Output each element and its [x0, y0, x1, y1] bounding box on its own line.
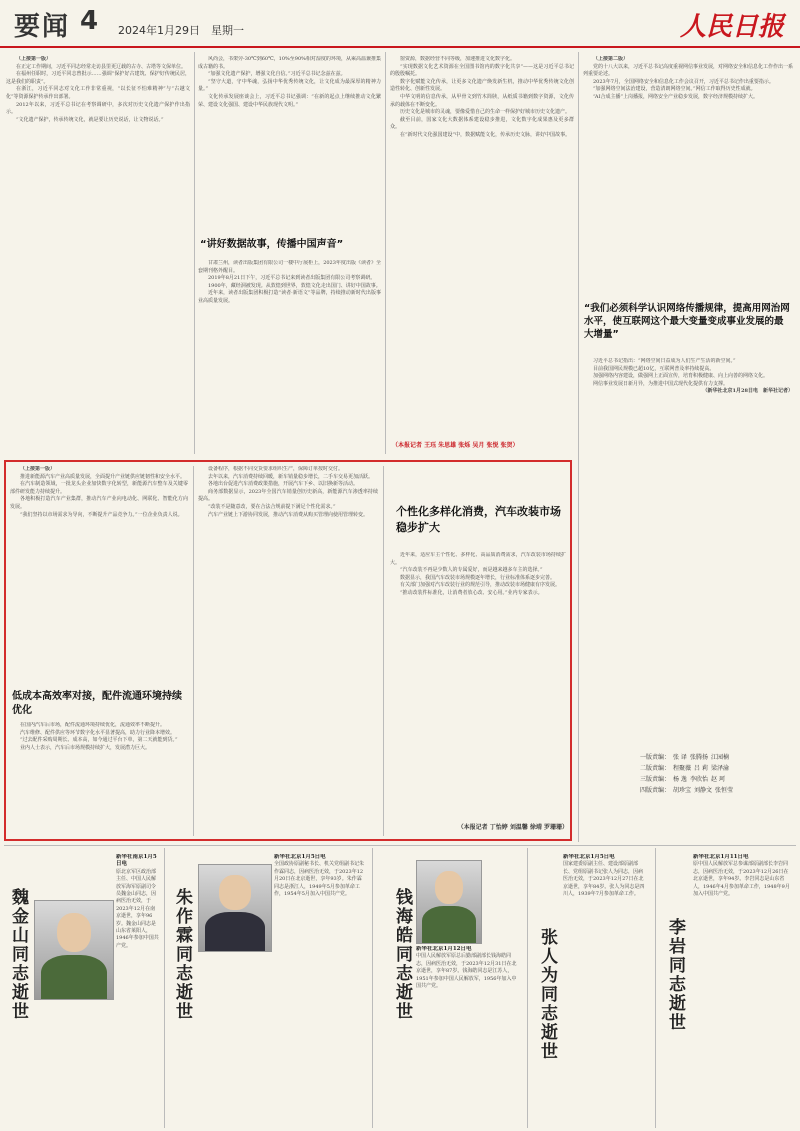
paragraph: “文化遗产保护，传承传统文化，就是要让历史说话，让文物说话。” [16, 116, 164, 123]
obituary-title: 李岩同志逝世 [665, 918, 685, 1032]
column-divider [527, 848, 528, 1128]
boxed-column-2 [198, 466, 378, 836]
section-title: 要闻 [14, 12, 71, 42]
column-divider [194, 52, 195, 454]
column-divider [383, 466, 384, 836]
obituary [4, 848, 162, 1128]
paragraph: “AI合成主播”上岗播报，网络安全产业稳步发展，数字经济规模持续扩大。 [593, 93, 759, 100]
paragraph: 设备程序，根据不同交货要求组织生产，保障订单按时交付。 [208, 466, 344, 472]
boxed-column-3 [390, 552, 566, 818]
paragraph: 去年以来，汽车消费持续回暖，新车销量稳步增长，二手车交易更加活跃。 [208, 473, 374, 480]
paragraph: 商务部数据显示，2023年全国汽车销量创历史新高，新能源汽车渗透率持续提高。 [198, 488, 378, 503]
subheadline: “我们必须科学认识网络传播规律，提高用网治网水平，使互联网这个最大变量变成事业发展的最大增量” [584, 303, 790, 340]
obituary-text: 新华社北京1月5日电 全国政协原副秘书长、机关党组副书记朱作霖同志，因病医治无效，于2023年12月20日在北京逝世，享年93岁。朱作霖同志是浙江人，1949年5月参加革命工作，1954年5月加入中国共产党。 [274, 854, 365, 898]
obituary [659, 848, 797, 1128]
obituary-title: 钱海皓同志逝世 [392, 888, 412, 1021]
page-number: 4 [80, 6, 99, 36]
paragraph: 在“新时代文化强国建设”中，数据赋能文化，传承历史文脉，讲好中国故事。 [400, 131, 571, 138]
paragraph: 推进新能源汽车产业高质量发展，全面提升产业链供应链韧性和安全水平。 [20, 473, 186, 480]
paragraph: 数据显示，我国汽车改装市场规模逐年增长，行业标准体系逐步完善。 [400, 574, 556, 581]
paragraph: 1900年，藏经洞被发现。从敦煌到世界，敦煌文化走出国门、讲好中国故事。 [208, 282, 381, 289]
newspaper-logo: 人民日报 [679, 12, 784, 42]
obituary-title: 朱作霖同志逝世 [172, 888, 192, 1021]
column-divider [193, 466, 194, 836]
obituary-title: 魏金山同志逝世 [8, 888, 28, 1021]
continuation-tag: （上接第一版） [20, 466, 56, 472]
article-column-3 [390, 56, 574, 436]
article-column-4-bottom [583, 358, 793, 738]
article-column-2-bottom [198, 260, 381, 454]
paragraph: 近年来，读者出版集团积极打造“读者·新语文”等品牌，持续推动新时代出版事业高质量发展。 [198, 290, 381, 304]
obituary-text: 新华社南京1月5日电 原北京军区政治部主任、中国人民解放军海军原副司令员魏金山同志，因病医治无效，于2023年12月在南京逝世，享年96岁。魏金山同志是山东省莱阳人，1946年参加中国共产党。 [116, 854, 159, 949]
portrait-photo [198, 864, 272, 952]
paragraph: 数字化赋能文化传承，让更多文化遗产焕发新生机，推动中华优秀传统文化创造性转化、创新性发展。 [390, 78, 574, 93]
paragraph: 业内人士表示，汽车后市场规模持续扩大，发展潜力巨大。 [20, 744, 151, 751]
section-divider [4, 845, 796, 846]
obituary-title: 张人为同志逝世 [537, 928, 557, 1061]
paragraph: 截至目前，国家文化大数据体系建设稳步推进，文化数字化成果惠及更多群众。 [390, 116, 574, 131]
paragraph: “加强网络空间法治建设，营造清朗网络空间。”网信工作取得历史性成就。 [593, 86, 756, 93]
subheadline: “讲好数据故事，传播中国声音” [200, 239, 344, 250]
paragraph: 加强网络内容建设，做强网上正面宣传，培育积极健康、向上向善的网络文化。 [593, 373, 769, 380]
paragraph: 目前我国网民规模已超10亿，互联网普及率持续提高。 [593, 365, 715, 372]
paragraph: “改装不是随意改，要在合法合规前提下满足个性化需求。” [208, 503, 336, 510]
paragraph: 近年来，适应车主个性化、多样化、高品质消费需求，汽车改装市场持续扩大。 [390, 552, 566, 566]
paragraph: 在浙江，习近平同志对文化工作非常重视，“以长征不怕难精神”与“古越文化”等资源保护传承作出部署。 [6, 86, 190, 100]
continuation-tag: （上接第二版） [593, 56, 629, 62]
issue-date: 2024年1月29日 星期一 [118, 24, 244, 37]
paragraph: 汽车维修、配件供应等环节数字化水平显著提高，助力行业降本增效。 [20, 729, 176, 736]
boxed-column-1-top [10, 466, 188, 686]
article-column-2-top [198, 56, 381, 240]
paragraph: 网信事业发展日新月异，为推进中国式现代化提供有力支撑。 [593, 380, 729, 387]
paragraph: 文化传承发展座谈会上，习近平总书记强调：“在新的起点上继续推动文化繁荣、建设文化强国、建设中华民族现代文明。” [198, 93, 381, 108]
paragraph: 2023年7月，全国网络安全和信息化工作会议召开，习近平总书记作出重要指示。 [593, 78, 774, 85]
paragraph: 各地积极打造汽车产业集群，推动汽车产业向电动化、网联化、智能化方向发展。 [10, 496, 188, 510]
paragraph: 汽车产业链上下游协同发展，推动汽车消费从购买管理向使用管理转变。 [208, 511, 369, 518]
boxed-column-1-bottom [10, 722, 188, 836]
continuation-tag: （上接第一版） [16, 56, 52, 62]
paragraph: “实现数据文化艺术资源在全国图书馆内的数字化共享”——这是习近平总书记的殷殷嘱托。 [390, 63, 574, 78]
editor-row: 四版责编： 胡珍宝 刘静文 张恒莹 [640, 787, 734, 794]
boxed-headline: 个性化多样化消费，汽车改装市场稳步扩大 [396, 505, 561, 534]
paragraph: “我们坚持以市场需求为导向，不断提升产品竞争力。”一位企业负责人说。 [20, 511, 183, 518]
obituary [168, 848, 368, 1128]
column-divider [385, 52, 386, 454]
editor-row: 三版责编： 杨 逸 李欣怡 赵 珂 [640, 776, 725, 783]
paragraph: 在汽车制造领域，一批龙头企业加快数字化转型，新能源汽车整车及关键零部件研发能力持续提升。 [10, 481, 188, 495]
obituary-text: 新华社北京1月12日电 中国人民解放军原总后勤部副部长钱海皓同志，因病医治无效，于2023年12月31日在北京逝世，享年87岁。钱海皓同志是江苏人，1951年参加中国人民解放军，1956年加入中国共产党。 [416, 946, 517, 990]
paragraph: “加强文化遗产保护，增强文化自信。”习近平总书记念兹在兹。 [208, 71, 346, 78]
paragraph: “汽车改装不再是少数人的专属爱好，而是越来越多车主的选择。” [400, 567, 543, 574]
paragraph: 窗资源，数据经营不同等级，加速推进文化数字化。 [400, 56, 516, 62]
obituary-text: 新华社北京1月11日电 原中国人民解放军总参谋部原副部长李岩同志，因病医治无效，于2023年12月26日在北京逝世，享年94岁。李岩同志是山东省人，1946年4月参加革命工作，1948年9月加入中国共产党。 [693, 854, 790, 898]
article-column-4-top [583, 56, 793, 296]
paragraph: 风尚会，书架旁-30℃到60℃，10%至90%相对湿度的环境，从乘高温兼推集成古籍的书。 [198, 56, 381, 70]
page-header [0, 0, 800, 48]
paragraph: 在福州任职时，习近平同志曾批示……强调“保护好古建筑、保护好传统民居，这是我们的职责”。 [6, 71, 190, 85]
obituary [376, 848, 524, 1128]
paragraph: 2012年以来，习近平总书记在考察调研中，多次对历史文化遗产保护作出指示。 [6, 101, 190, 116]
column-divider [655, 848, 656, 1128]
portrait-photo [34, 900, 114, 1000]
article-byline: （本报记者 王珏 朱思雄 张烁 吴月 张悦 张贺） [392, 442, 519, 449]
paragraph: 历史文化是城市的灵魂，要像爱惜自己的生命一样保护好城市历史文化遗产。 [400, 109, 571, 116]
paragraph: 在国内汽车后市场，配件流通环境持续优化，流通效率不断提升。 [20, 722, 166, 728]
column-divider [578, 52, 579, 842]
paragraph: 甘肃兰州，读者出版集团有限公司一楼中厅展柜上，2023年度出版《读者》全套期刊格外醒目。 [198, 260, 381, 274]
editors-list [640, 752, 790, 796]
column-divider [372, 848, 373, 1128]
obituary [531, 848, 651, 1128]
paragraph: 党的十八大以来，习近平总书记高度重视网信事业发展，对网络安全和信息化工作作出一系列重要论述。 [583, 63, 793, 78]
paragraph: 习近平总书记指出：“网络空间日益成为人们生产生活的新空间。” [593, 358, 736, 364]
paragraph: 在正定工作期间，习近平同志经常走访县里更辽载的古寺、古塔等文保单位。 [16, 63, 187, 70]
paragraph: “坚守大道，守中华魂，弘扬中华优秀传统文化，让文化成为最深厚的精神力量。” [198, 78, 381, 93]
paragraph: 2019年8月21日下午，习近平总书记来到读者出版集团有限公司考察调研。 [208, 275, 376, 282]
column-divider [164, 848, 165, 1128]
portrait-photo [416, 860, 482, 944]
article-column-1 [6, 56, 190, 454]
paragraph: 中华文明的信息传承，从甲骨文到竹木简牍，从纸质书籍到数字资源，文化传承的载体在不断变化。 [390, 93, 574, 108]
paragraph: “过去配件采购周期长、成本高，如今通过平台下单，第二天就能到货。” [20, 737, 178, 744]
editor-row: 一版责编： 张 译 张腾扬 江园楠 [640, 754, 729, 761]
boxed-byline: （本报记者 丁怡婷 刘温馨 徐靖 罗珊珊） [457, 824, 568, 831]
subheadline: 低成本高效率对接，配件流通环境持续优化 [12, 691, 182, 716]
signoff: （新华社北京1月28日电 新华社记者） [702, 388, 793, 395]
obituary-text: 新华社北京1月5日电 国家建委原副主任、建设部原副部长、党组原副书记张人为同志，因病医治无效，于2023年12月27日在北京逝世，享年84岁。张人为同志是四川人，1939年7月参加革命工作。 [563, 854, 645, 898]
paragraph: 有关部门加强对汽车改装行业的规范引导，推动改装市场健康有序发展。 [400, 582, 561, 589]
paragraph: 各地出台促进汽车消费政策措施，开展汽车下乡、以旧换新等活动。 [208, 481, 359, 488]
editor-row: 二版责编： 程聚薇 吕 莉 梁泽渝 [640, 765, 729, 772]
paragraph: “推动改装件标准化，让消费者放心改、安心用。”业内专家表示。 [400, 589, 543, 596]
